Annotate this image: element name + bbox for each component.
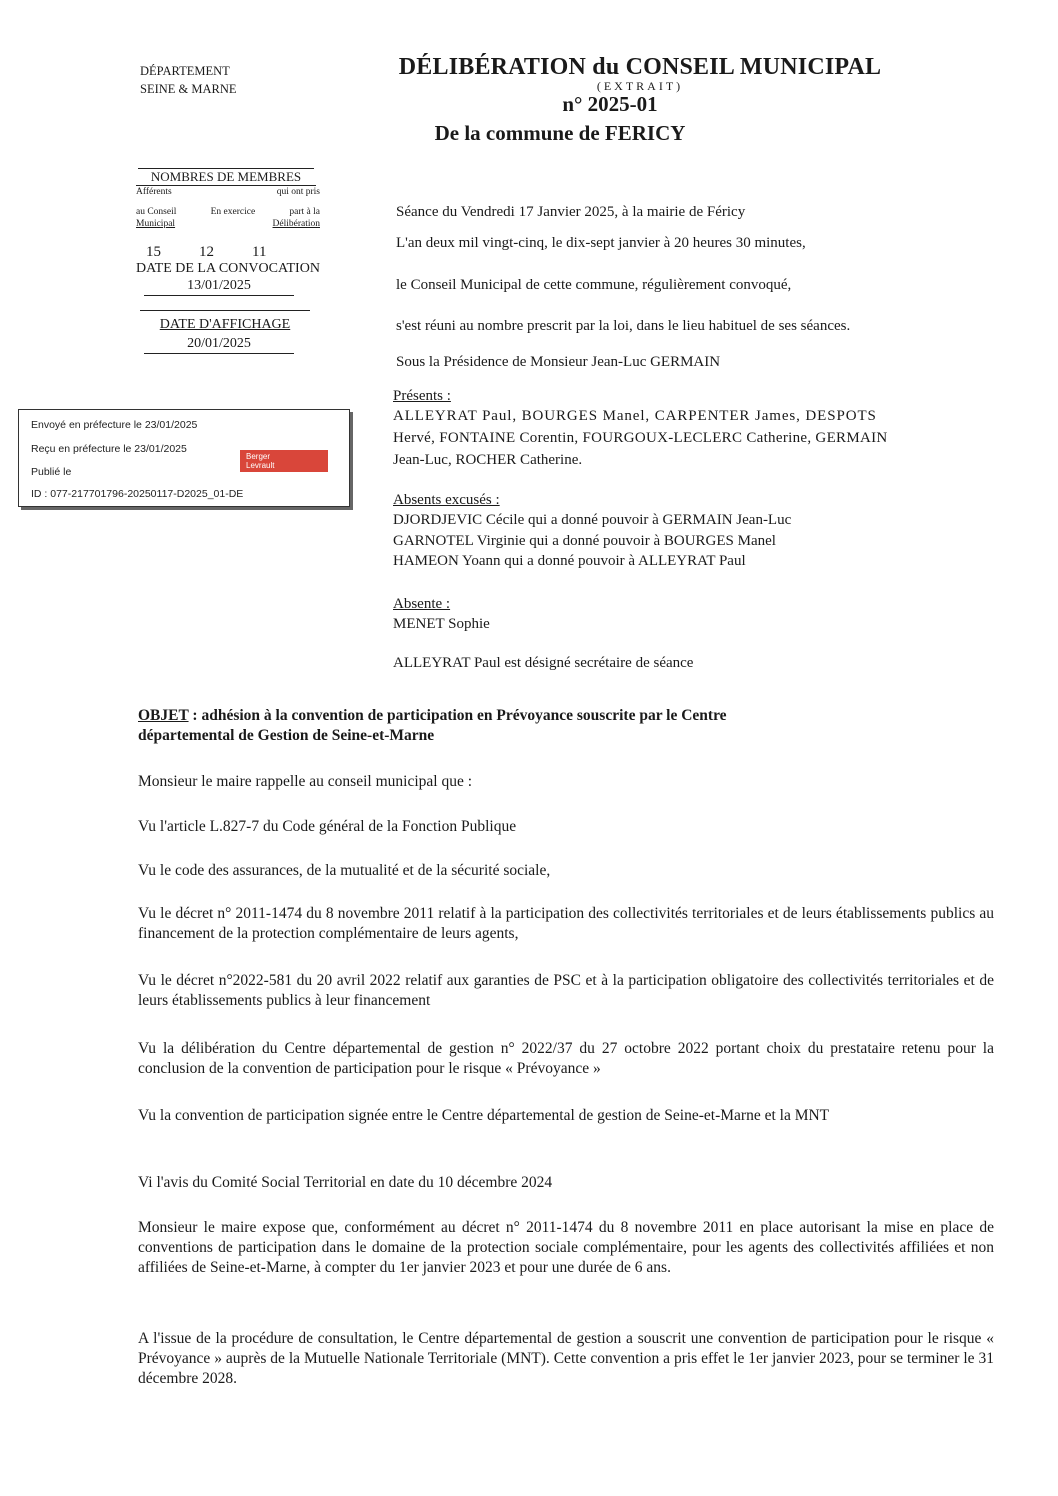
- paragraph-8: [138, 1173, 994, 1193]
- count-part: 11: [252, 244, 267, 260]
- objet-line2: départemental de Gestion de Seine-et-Marne: [138, 727, 435, 744]
- seance-line1: Séance du Vendredi 17 Janvier 2025, à la mairie de Féricy: [396, 204, 746, 220]
- col2-line2: En exercice: [210, 207, 256, 217]
- col1-line2: au Conseil: [136, 207, 177, 217]
- extrait-label: (EXTRAIT): [596, 79, 684, 93]
- document-title: DÉLIBÉRATION du CONSEIL MUNICIPAL: [398, 54, 882, 80]
- paragraph-6-text: Vu la délibération du Centre départemental de gestion n° 2022/37 du 27 octobre 2022 portant choix du prestataire retenu pour la conclusion de la convention de participation pour le risque « Prévoyance »: [138, 1040, 994, 1077]
- members-col-row2: [136, 206, 320, 218]
- presents-label: Présents :: [393, 388, 451, 404]
- count-exercice: 12: [199, 244, 214, 260]
- berger-levrault-logo: [240, 450, 328, 472]
- count-afferents: 15: [146, 244, 161, 260]
- paragraph-5: [138, 971, 994, 1011]
- paragraph-7: [138, 1106, 994, 1126]
- objet-line1: : adhésion à la convention de participation en Prévoyance souscrite par le Centre: [188, 707, 727, 724]
- col3-line1: qui ont pris: [276, 187, 320, 197]
- absente-label: Absente :: [393, 596, 451, 612]
- paragraph-2: [138, 817, 994, 837]
- members-col-row3: [136, 218, 320, 230]
- department-label: DÉPARTEMENT: [140, 64, 230, 78]
- stamp-publie: Publié le: [31, 466, 72, 478]
- convocation-label: DATE DE LA CONVOCATION: [136, 261, 320, 276]
- members-col-row1: [136, 186, 320, 198]
- paragraph-7-text: Vu la convention de participation signée entre le Centre départemental de gestion de Seine-et-Marne et la MNT: [138, 1107, 830, 1124]
- stamp-recu: Reçu en préfecture le 23/01/2025: [31, 443, 187, 455]
- paragraph-5-text: Vu le décret n°2022-581 du 20 avril 2022 relatif aux garanties de PSC et à la participation obligatoire des collectivités territoriales et de leurs établissements publics à leur financement: [138, 972, 994, 1009]
- members-heading: NOMBRES DE MEMBRES: [136, 169, 316, 186]
- presents-line1: ALLEYRAT Paul, BOURGES Manel, CARPENTER James, DESPOTS: [393, 408, 877, 424]
- absent-1: DJORDJEVIC Cécile qui a donné pouvoir à GERMAIN Jean-Luc: [393, 512, 792, 528]
- paragraph-6: [138, 1039, 994, 1079]
- secretaire-line: ALLEYRAT Paul est désigné secrétaire de séance: [393, 655, 694, 671]
- absente-1: MENET Sophie: [393, 616, 490, 632]
- col1-line3: Municipal: [136, 219, 176, 229]
- seance-line4: s'est réuni au nombre prescrit par la loi, dans le lieu habituel de ses séances.: [396, 318, 851, 334]
- col3-line3: Délibération: [272, 219, 320, 229]
- department-block: [140, 62, 237, 98]
- col3-line2: part à la: [289, 207, 320, 217]
- members-block: [136, 168, 336, 354]
- member-counts: [146, 244, 336, 261]
- convocation-date: 13/01/2025: [144, 277, 294, 296]
- logo-line2: Levrault: [246, 461, 275, 470]
- objet-block: [138, 706, 994, 746]
- affichage-label: DATE D'AFFICHAGE: [140, 310, 310, 333]
- commune-name: De la commune de FERICY: [434, 121, 686, 145]
- department-name: SEINE & MARNE: [140, 82, 237, 96]
- paragraph-4: [138, 904, 994, 944]
- deliberation-number: n° 2025-01: [562, 92, 658, 116]
- logo-line1: Berger: [246, 452, 271, 461]
- title-block: [380, 54, 900, 146]
- paragraph-9: [138, 1218, 994, 1278]
- stamp-id: ID : 077-217701796-20250117-D2025_01-DE: [31, 488, 244, 500]
- stamp-envoye: Envoyé en préfecture le 23/01/2025: [31, 419, 198, 431]
- col1-line1: Afférents: [136, 187, 172, 197]
- presents-line2: Hervé, FONTAINE Corentin, FOURGOUX-LECLERC Catherine, GERMAIN: [393, 430, 888, 446]
- absent-2: GARNOTEL Virginie qui a donné pouvoir à BOURGES Manel: [393, 533, 776, 549]
- paragraph-9-text: Monsieur le maire expose que, conformément au décret n° 2011-1474 du 8 novembre 2011 en place autorisant la mise en place de conventions de participation dans le domaine de la protection sociale complémentaire, pour les agents des collectivités affiliées et non affiliées de Seine-et-Marne, à compter du 1er janvier 2023 et pour une durée de 6 ans.: [138, 1219, 994, 1276]
- paragraph-8-text: Vi l'avis du Comité Social Territorial en date du 10 décembre 2024: [138, 1174, 553, 1191]
- objet-label: OBJET: [138, 707, 189, 724]
- paragraph-3-text: Vu le code des assurances, de la mutualité et de la sécurité sociale,: [138, 862, 551, 879]
- paragraph-10-text: A l'issue de la procédure de consultation, le Centre départemental de gestion a souscrit une convention de participation pour le risque « Prévoyance » auprès de la Mutuelle Nationale Territoriale (MNT). Cette convention a pris effet le 1er janvier 2023, pour se terminer le 31 décembre 2028.: [138, 1330, 994, 1387]
- prefecture-stamp: [18, 409, 350, 507]
- seance-line2: L'an deux mil vingt-cinq, le dix-sept janvier à 20 heures 30 minutes,: [396, 235, 806, 251]
- paragraph-10: [138, 1329, 994, 1389]
- presents-line3: Jean-Luc, ROCHER Catherine.: [393, 452, 583, 468]
- paragraph-3: [138, 861, 994, 881]
- paragraph-1-text: Monsieur le maire rappelle au conseil municipal que :: [138, 773, 472, 790]
- paragraph-2-text: Vu l'article L.827-7 du Code général de la Fonction Publique: [138, 818, 517, 835]
- seance-line5: Sous la Présidence de Monsieur Jean-Luc GERMAIN: [396, 354, 721, 370]
- paragraph-1: [138, 772, 994, 792]
- affichage-date: 20/01/2025: [144, 335, 294, 354]
- absent-3: HAMEON Yoann qui a donné pouvoir à ALLEYRAT Paul: [393, 553, 746, 569]
- absents-label: Absents excusés :: [393, 492, 500, 508]
- paragraph-4-text: Vu le décret n° 2011-1474 du 8 novembre 2011 relatif à la participation des collectivités territoriales et de leurs établissements publics au financement de la protection complémentaire de leurs agents,: [138, 905, 994, 942]
- seance-line3: le Conseil Municipal de cette commune, régulièrement convoqué,: [396, 277, 792, 293]
